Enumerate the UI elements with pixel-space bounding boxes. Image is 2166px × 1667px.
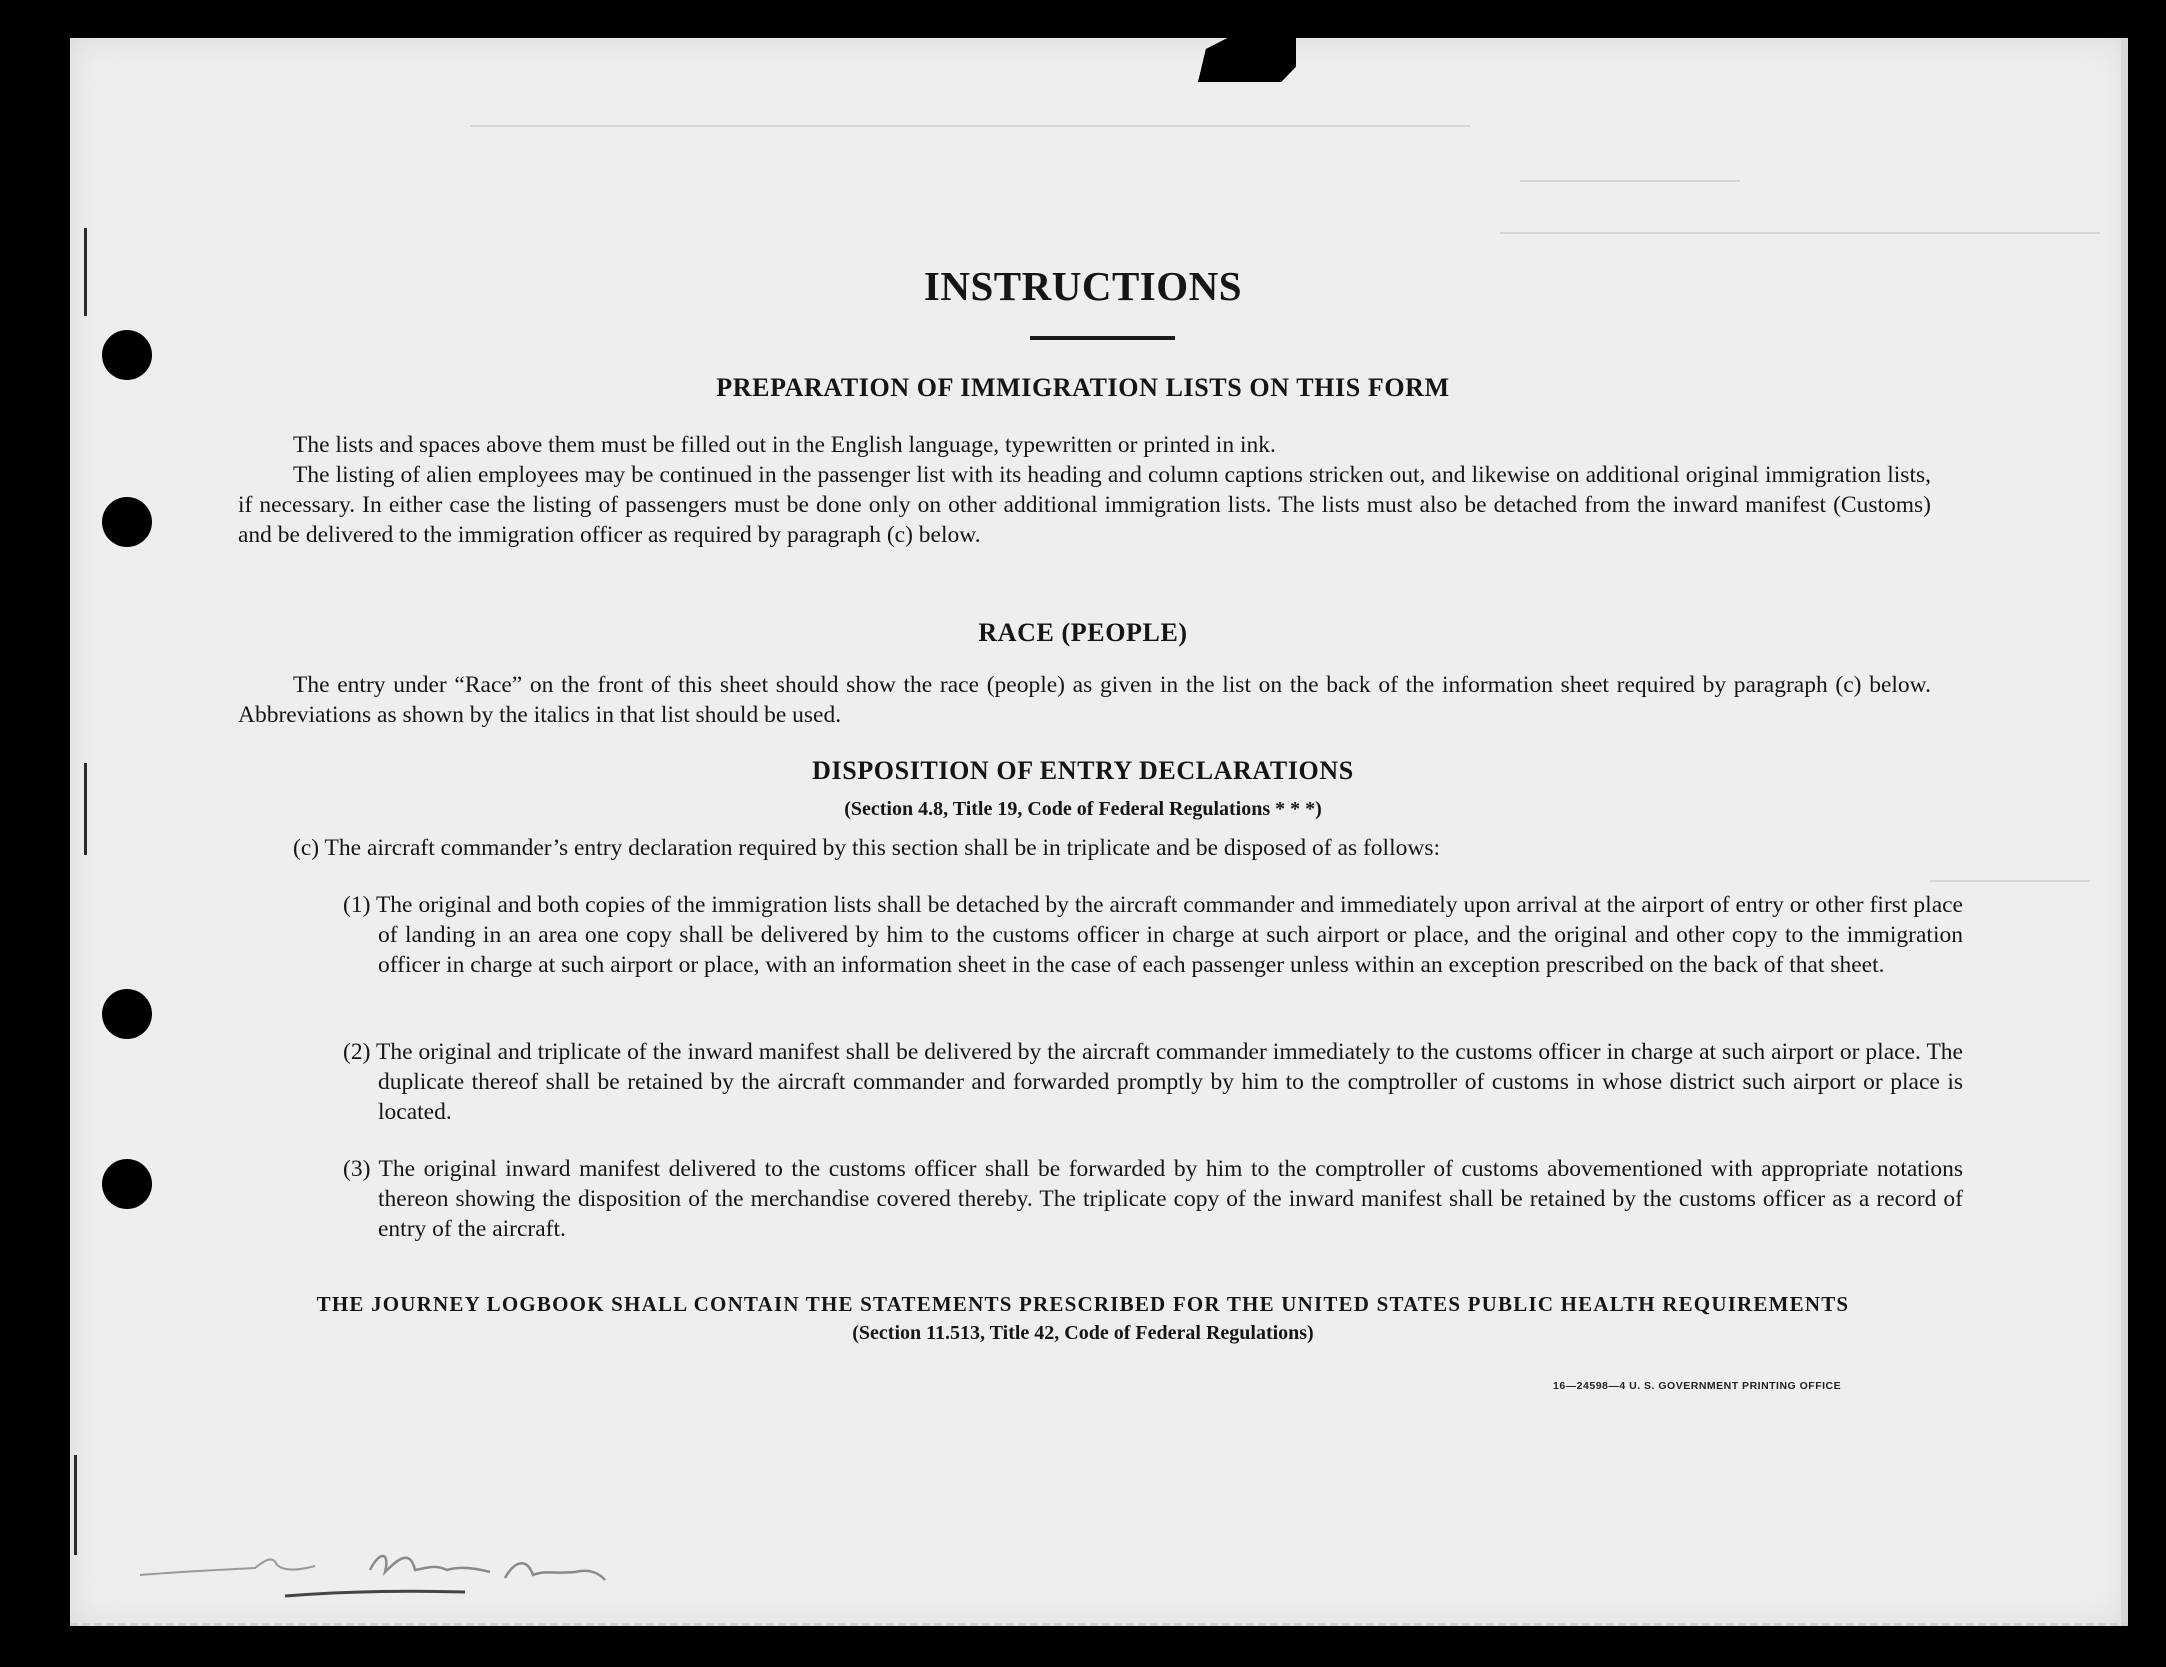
section-heading-disposition: DISPOSITION OF ENTRY DECLARATIONS xyxy=(812,756,1354,785)
section-citation: (Section 4.8, Title 19, Code of Federal Regulations * * *) xyxy=(844,798,1322,820)
bleed-through-rule xyxy=(470,125,1470,135)
bleed-through-text xyxy=(880,92,896,117)
page-title: INSTRUCTIONS xyxy=(923,263,1243,309)
bleed-through-rule xyxy=(1520,180,1740,186)
punch-hole-4 xyxy=(102,1159,152,1209)
margin-tick xyxy=(74,1455,77,1555)
list-item: (2) The original and triplicate of the inward manifest shall be delivered by the aircraft commander immediately to the customs officer in charge at such airport or place. The duplicate thereof shall be retained by the aircraft commander and forwarded promptly by him to the comptroller of customs in whose district such airport or place is located. xyxy=(343,1039,1963,1125)
disposition-intro xyxy=(293,833,1933,863)
paragraph: (c) The aircraft commander’s entry declaration required by this section shall be in triplicate and be disposed of as follows: xyxy=(293,835,1440,861)
section-preparation-body xyxy=(238,430,1931,550)
footer-statement: THE JOURNEY LOGBOOK SHALL CONTAIN THE STATEMENTS PRESCRIBED FOR THE UNITED STATES PUBLIC HEALTH REQUIREMENTS xyxy=(316,1292,1850,1316)
paragraph: The listing of alien employees may be continued in the passenger list with its heading and column captions stricken out, and likewise on additional original immigration lists, if necessary. In either case the listing of passengers must be done only on other additional immigration lists. The lists must also be detached from the inward manifest (Customs) and be delivered to the immigration officer as required by paragraph (c) below. xyxy=(238,462,1931,548)
bleed-through-rule xyxy=(1500,232,2100,238)
bleed-through-rule xyxy=(1930,880,2090,886)
paragraph: The lists and spaces above them must be filled out in the English language, typewritten or printed in ink. xyxy=(293,432,1276,458)
printer-imprint: 16—24598—4 U. S. GOVERNMENT PRINTING OFFICE xyxy=(1553,1380,1842,1392)
signature-image xyxy=(135,1530,695,1610)
section-heading-preparation: PREPARATION OF IMMIGRATION LISTS ON THIS FORM xyxy=(716,373,1450,402)
list-item: (3) The original inward manifest delivered to the customs officer shall be forwarded by him to the comptroller of customs abovementioned with appropriate notations thereon showing the disposition of the merchandise covered thereby. The triplicate copy of the inward manifest shall be retained by the customs officer as a record of entry of the aircraft. xyxy=(343,1156,1963,1242)
punch-hole-3 xyxy=(102,989,152,1039)
list-item: (1) The original and both copies of the immigration lists shall be detached by the aircraft commander and immediately upon arrival at the airport of entry or other first place of landing in an area one copy shall be delivered by him to the customs officer in charge at such airport or place, and the original and other copy to the immigration officer in charge at such airport or place, with an information sheet in the case of each passenger unless within an exception prescribed on the back of that sheet. xyxy=(343,892,1963,978)
title-underline xyxy=(1030,336,1175,340)
paragraph: The entry under “Race” on the front of this sheet should show the race (people) as given in the list on the back of the information sheet required by paragraph (c) below. Abbreviations as shown by the italics in that list should be used. xyxy=(238,672,1931,728)
page-bottom-edge xyxy=(70,1623,2128,1626)
section-heading-race: RACE (PEOPLE) xyxy=(978,618,1188,647)
section-race-body xyxy=(238,670,1931,730)
punch-hole-2 xyxy=(102,497,152,547)
footer-citation: (Section 11.513, Title 42, Code of Federal Regulations) xyxy=(852,1322,1314,1344)
